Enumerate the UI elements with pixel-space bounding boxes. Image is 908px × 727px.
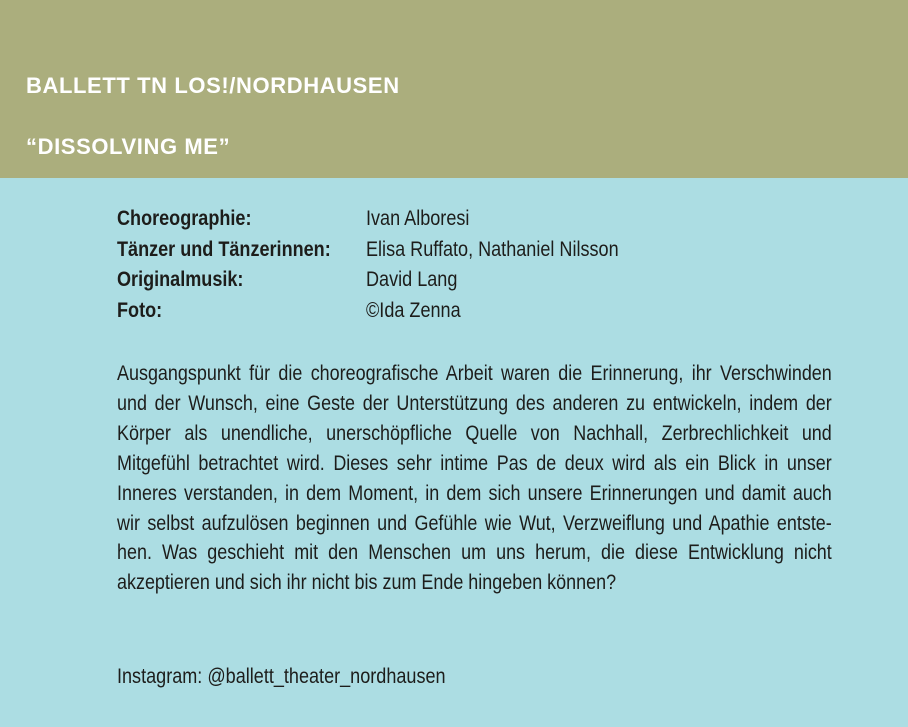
credit-value-dancers: Elisa Ruffato, Nathaniel Nilsson	[366, 237, 619, 261]
header-banner	[0, 0, 908, 178]
company-title: BALLETT TN LOS!/NORDHAUSEN	[26, 73, 400, 98]
credit-value-choreography: Ivan Alboresi	[366, 207, 470, 230]
credit-value-photo: ©Ida Zenna	[366, 298, 461, 322]
credit-label-photo: Foto:	[117, 298, 163, 322]
credit-label-choreography: Choreographie:	[117, 207, 252, 230]
description-paragraph: Ausgangspunkt für die choreografische Arbeit waren die Erinnerung, ihr Verschwinden und der Wunsch, eine Geste der Unterstützung des anderen zu entwickeln, indem der Körper als unendliche, unerschöpfliche Quelle von Nachhall, Zerbrechlichkeit und Mitgefühl betrachtet wird. Dieses sehr intime Pas de deux wird als ein Blick in unser Inneres verstanden, in dem Moment, in dem sich unsere Erinnerungen und damit auch wir selbst aufzulösen beginnen und Gefühle wie Wut, Verzweiflung und Apathie entstehen. Was geschieht mit den Menschen um uns herum, die diese Entwicklung nicht akzeptieren und sich ihr nicht bis zum Ende hingeben können?	[117, 362, 832, 595]
credit-label-music: Originalmusik:	[117, 268, 244, 291]
piece-title: “DISSOLVING ME”	[26, 134, 231, 159]
credit-value-music: David Lang	[366, 268, 458, 291]
credits-list	[117, 204, 832, 326]
credit-label-dancers: Tänzer und Tänzerinnen:	[117, 237, 331, 261]
main-content	[117, 204, 832, 688]
instagram-handle: Instagram: @ballett_theater_nordhausen	[117, 665, 446, 688]
